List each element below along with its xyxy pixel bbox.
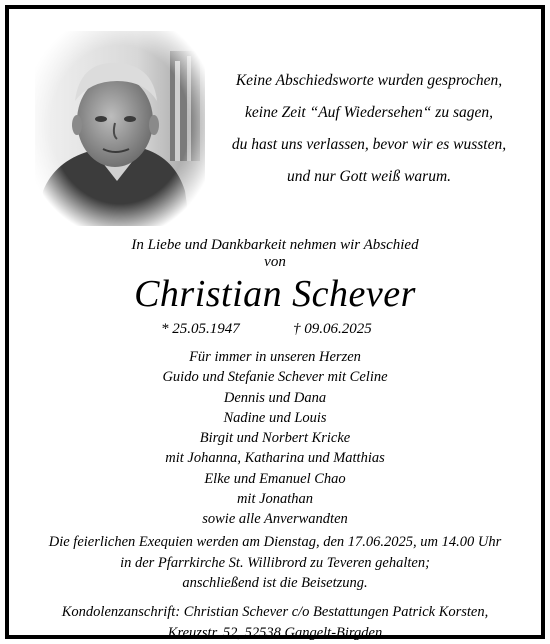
mourners-line: Nadine und Louis [223,409,327,426]
mourners-line: Elke und Emanuel Chao [204,470,346,487]
contact-line: Kondolenzanschrift: Christian Schever c/o Bestattungen Patrick Korsten, [61,604,489,620]
birth-date: * 25.05.1947 [161,321,240,337]
funeral-service-info [9,532,541,594]
mourners-list [9,347,541,530]
mourners-line: Guido und Stefanie Schever mit Celine [162,369,388,386]
mourners-line: sowie alle Anverwandten [202,511,348,528]
deceased-name: Christian Schever [134,273,416,315]
contact-line: Kreuzstr. 52, 52538 Gangelt-Birgden [167,624,383,641]
poem-line: Keine Abschiedsworte wurden gesprochen, [235,72,503,89]
intro-von: von [264,254,286,270]
mourners-line: Birgit und Norbert Kricke [199,430,351,447]
poem-line: keine Zeit “Auf Wiedersehen“ zu sagen, [245,104,493,121]
service-line: anschließend ist die Beisetzung. [182,575,368,591]
service-line: Die feierlichen Exequien werden am Dienstag, den 17.06.2025, um 14.00 Uhr [48,534,502,550]
farewell-poem [201,65,537,193]
mourners-line: mit Johanna, Katharina und Matthias [165,450,385,467]
obituary-notice [5,5,545,639]
portrait-photo [35,31,205,226]
death-date: † 09.06.2025 [293,321,372,337]
poem-line: und nur Gott weiß warum. [286,168,452,185]
mourners-line: mit Jonathan [236,491,314,508]
intro-line: In Liebe und Dankbarkeit nehmen wir Abschied [131,237,419,253]
mourners-line: Für immer in unseren Herzen [189,349,361,365]
life-dates [9,319,541,339]
service-line: in der Pfarrkirche St. Willibrord zu Teveren gehalten; [120,554,430,571]
mourners-line: Dennis und Dana [223,389,327,406]
poem-line: du hast uns verlassen, bevor wir es wussten, [231,136,507,153]
condolence-address [9,602,541,643]
farewell-intro [9,237,541,271]
